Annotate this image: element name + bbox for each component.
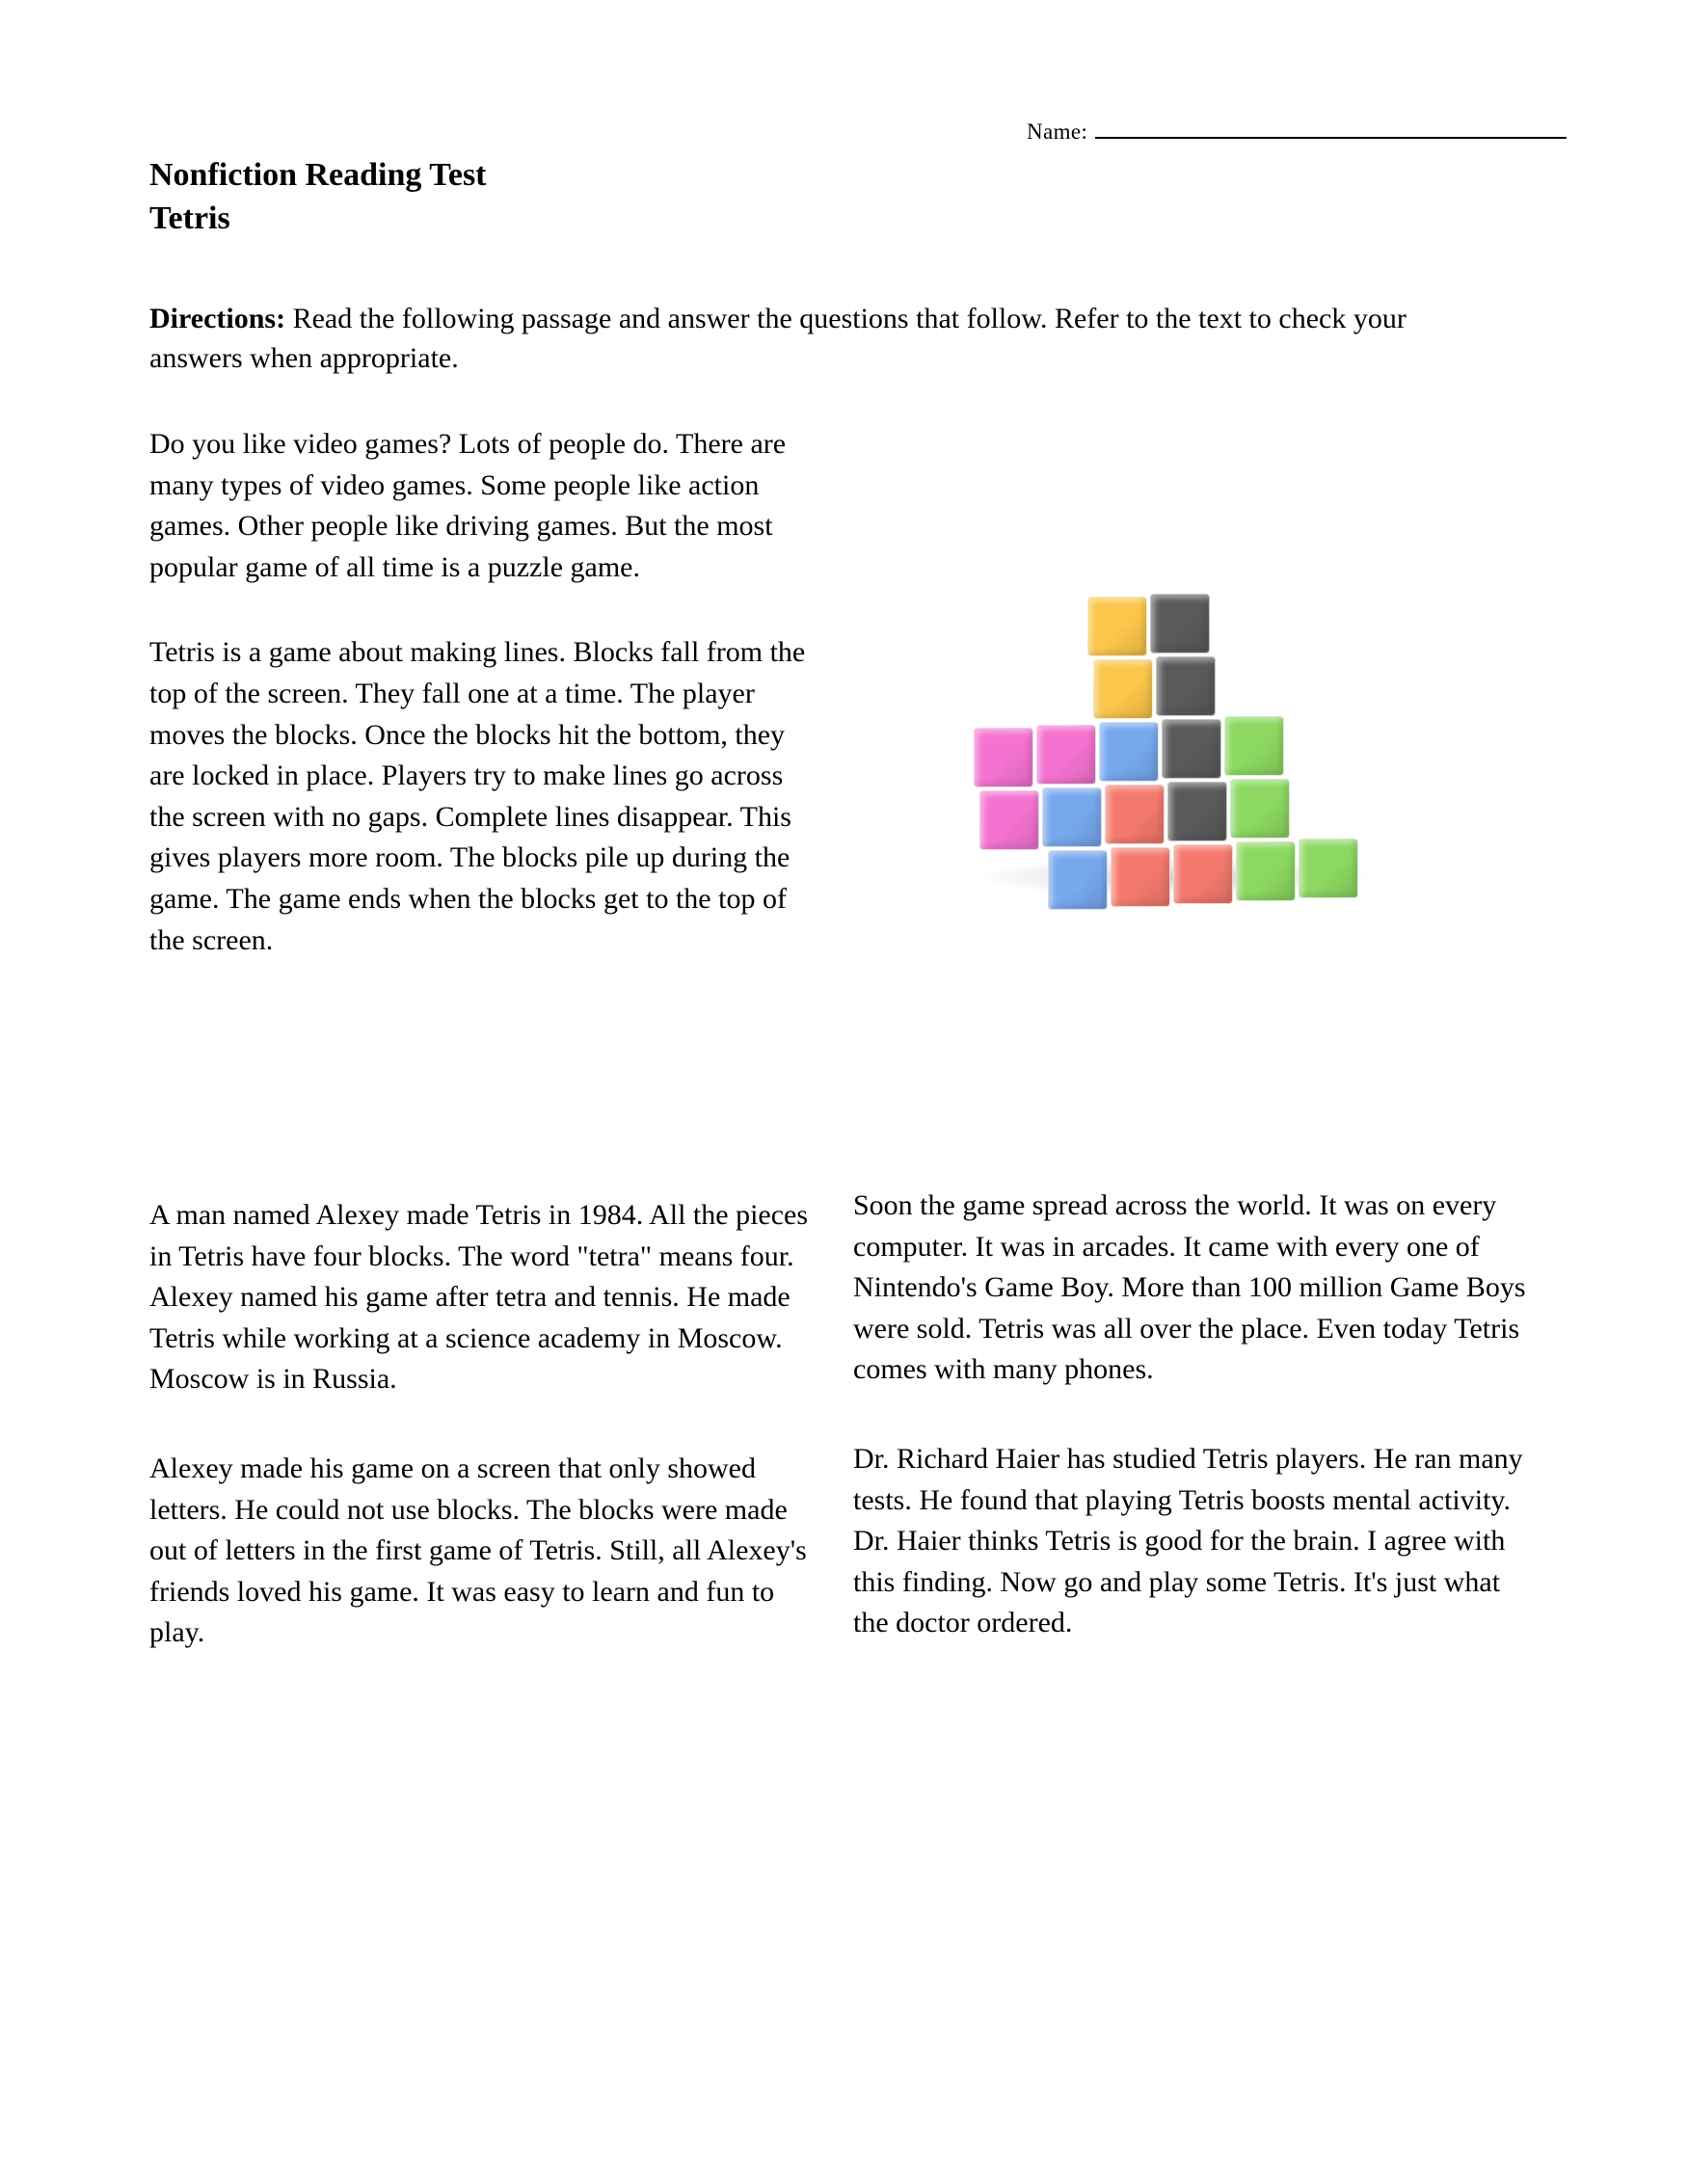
tetris-block-green bbox=[1230, 779, 1290, 839]
tetris-block-face bbox=[1167, 782, 1227, 841]
tetris-block-face bbox=[1105, 785, 1165, 844]
tetris-block-face bbox=[1042, 787, 1102, 847]
passage-lower-left-column bbox=[149, 1195, 829, 1702]
tetris-block-face bbox=[1224, 716, 1284, 776]
tetris-block-magenta bbox=[974, 728, 1033, 787]
tetris-block-red bbox=[1173, 844, 1233, 904]
paragraph: A man named Alexey made Tetris in 1984. All the pieces in Tetris have four blocks. The word "tetra" means four. Alexey named his game after tetra and tennis. He made Tetris while working at a science academy in Moscow. Moscow is in Russia. bbox=[149, 1199, 809, 1396]
tetris-block-face bbox=[974, 728, 1033, 787]
directions-label: Directions: bbox=[149, 303, 286, 334]
tetris-block-red bbox=[1111, 847, 1170, 907]
tetris-block-blue bbox=[1099, 722, 1159, 782]
title-line-1: Nonfiction Reading Test bbox=[149, 157, 487, 193]
tetris-block-gray bbox=[1162, 719, 1221, 779]
tetris-block-green bbox=[1236, 841, 1296, 901]
paragraph: Tetris is a game about making lines. Blocks fall from the top of the screen. They fall one at a time. The player moves the blocks. Once the blocks hit the bottom, they are locked in place. Players try to make lines go across the screen with no gaps. Complete lines disappear. This gives players more room. The blocks pile up during the game. The game ends when the blocks get to the top of the screen. bbox=[149, 636, 806, 956]
page-title bbox=[149, 154, 487, 241]
name-input-blank[interactable] bbox=[1095, 118, 1567, 139]
tetris-block-face bbox=[1150, 594, 1210, 653]
passage-lower-right-column bbox=[853, 1185, 1528, 1692]
tetris-block-gray bbox=[1156, 656, 1216, 716]
tetris-block-face bbox=[1087, 597, 1147, 656]
tetris-block-face bbox=[979, 790, 1039, 850]
name-label: Name: bbox=[1027, 120, 1088, 144]
tetris-block-face bbox=[1156, 656, 1216, 716]
tetris-block-face bbox=[1093, 659, 1153, 719]
tetris-block-face bbox=[1162, 719, 1221, 779]
tetris-block-face bbox=[1099, 722, 1159, 782]
tetris-block-face bbox=[1048, 850, 1108, 910]
tetris-block-magenta bbox=[1036, 725, 1096, 785]
tetris-block-green bbox=[1299, 839, 1358, 898]
tetris-block-magenta bbox=[979, 790, 1039, 850]
tetris-block-gray bbox=[1167, 782, 1227, 841]
tetris-block-stack bbox=[964, 525, 1427, 930]
tetris-illustration bbox=[964, 525, 1427, 930]
name-field-row bbox=[1027, 118, 1567, 145]
tetris-block-blue bbox=[1042, 787, 1102, 847]
paragraph: Dr. Richard Haier has studied Tetris players. He ran many tests. He found that playing Tetris boosts mental activity. Dr. Haier thinks Tetris is good for the brain. I agree with this finding. Now go and play some Tetris. It's just what the doctor ordered. bbox=[853, 1442, 1523, 1639]
tetris-block-face bbox=[1173, 844, 1233, 904]
tetris-block-yellow bbox=[1087, 597, 1147, 656]
tetris-block-face bbox=[1036, 725, 1096, 785]
tetris-block-yellow bbox=[1093, 659, 1153, 719]
paragraph: Do you like video games? Lots of people do. There are many types of video games. Some people like action games. Other people like driving games. But the most popular game of all time is a puzzle game. bbox=[149, 428, 787, 583]
tetris-block-red bbox=[1105, 785, 1165, 844]
tetris-block-face bbox=[1299, 839, 1358, 898]
tetris-block-face bbox=[1236, 841, 1296, 901]
directions-text: Read the following passage and answer the questions that follow. Refer to the text to check your answers when appropriate. bbox=[149, 303, 1407, 375]
tetris-block-face bbox=[1111, 847, 1170, 907]
directions bbox=[149, 299, 1480, 379]
passage-left-column bbox=[149, 424, 824, 1005]
tetris-block-green bbox=[1224, 716, 1284, 776]
title-line-2: Tetris bbox=[149, 200, 230, 236]
tetris-block-blue bbox=[1048, 850, 1108, 910]
paragraph: Soon the game spread across the world. It was on every computer. It was in arcades. It came with every one of Nintendo's Game Boy. More than 100 million Game Boys were sold. Tetris was all over the place. Even today Tetris comes with many phones. bbox=[853, 1189, 1526, 1386]
tetris-block-gray bbox=[1150, 594, 1210, 653]
tetris-block-face bbox=[1230, 779, 1290, 839]
paragraph: Alexey made his game on a screen that only showed letters. He could not use blocks. The blocks were made out of letters in the first game of Tetris. Still, all Alexey's friends loved his game. It was easy to learn and fun to play. bbox=[149, 1452, 807, 1649]
